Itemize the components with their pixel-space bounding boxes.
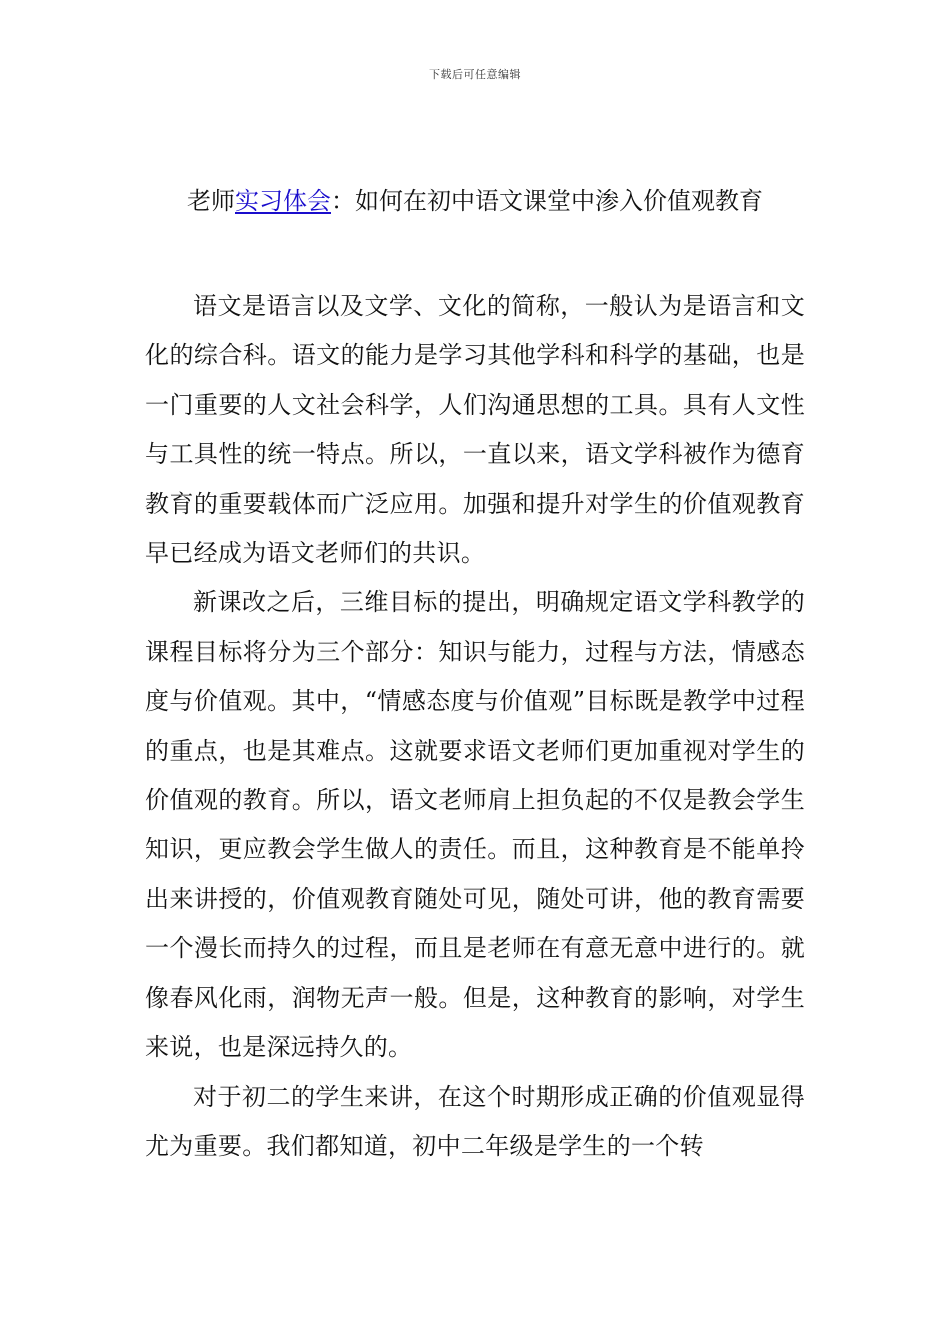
- paragraph-3: 对于初二的学生来讲，在这个时期形成正确的价值观显得尤为重要。我们都知道，初中二年级是学生的一个转: [145, 1082, 805, 1160]
- paragraph-1: 语文是语言以及文学、文化的简称，一般认为是语言和文化的综合科。语文的能力是学习其他学科和科学的基础，也是一门重要的人文社会科学，人们沟通思想的工具。具有人文性与工具性的统一特点。所以，一直以来，语文学科被作为德育教育的重要载体而广泛应用。加强和提升对学生的价值观教育早已经成为语文老师们的共识。: [145, 292, 805, 568]
- header-note: 下载后可任意编辑: [429, 68, 521, 81]
- title-link[interactable]: 实习体会: [235, 187, 331, 215]
- title-suffix: ：如何在初中语文课堂中渗入价值观教育: [331, 187, 763, 215]
- body-text: [145, 282, 805, 1171]
- document-title: [0, 181, 950, 221]
- paragraph-2: 新课改之后，三维目标的提出，明确规定语文学科教学的课程目标将分为三个部分：知识与能力，过程与方法，情感态度与价值观。其中，“情感态度与价值观”目标既是教学中过程的重点，也是其难点。这就要求语文老师们更加重视对学生的价值观的教育。所以，语文老师肩上担负起的不仅是教会学生知识，更应教会学生做人的责任。而且，这种教育是不能单拎出来讲授的，价值观教育随处可见，随处可讲，他的教育需要一个漫长而持久的过程，而且是老师在有意无意中进行的。就像春风化雨，润物无声一般。但是，这种教育的影响，对学生来说，也是深远持久的。: [145, 588, 805, 1062]
- title-prefix: 老师: [187, 187, 235, 215]
